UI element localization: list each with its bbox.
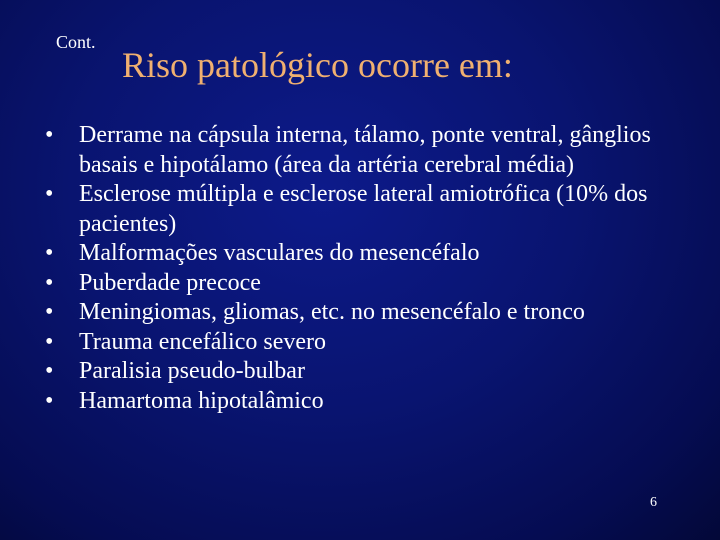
bullet-text: Paralisia pseudo-bulbar bbox=[79, 358, 305, 384]
bullet-item bbox=[44, 121, 684, 180]
bullet-text: Trauma encefálico severo bbox=[79, 328, 327, 355]
continuation-label: Cont. bbox=[56, 32, 96, 52]
bullet-text: Malformações vasculares do mesencéfalo bbox=[79, 240, 480, 266]
bullet-marker: • bbox=[45, 299, 54, 325]
bullet-item bbox=[44, 239, 684, 269]
slide-title: Riso patológico ocorre em: bbox=[122, 45, 513, 85]
bullet-item bbox=[44, 387, 684, 417]
bullet-marker: • bbox=[45, 181, 54, 207]
bullet-marker: • bbox=[45, 240, 54, 266]
bullet-text: Meningiomas, gliomas, etc. no mesencéfalo e tronco bbox=[79, 299, 585, 325]
bullet-list bbox=[44, 121, 684, 416]
bullet-marker: • bbox=[45, 269, 54, 296]
bullet-text: Esclerose múltipla e esclerose lateral amiotrófica (10% dos pacientes) bbox=[79, 181, 648, 237]
bullet-marker: • bbox=[45, 328, 54, 355]
bullet-item bbox=[44, 328, 684, 358]
bullet-marker: • bbox=[45, 387, 54, 414]
bullet-marker: • bbox=[45, 358, 54, 384]
bullet-text: Puberdade precoce bbox=[79, 269, 261, 296]
bullet-item bbox=[44, 269, 684, 299]
bullet-item bbox=[44, 180, 684, 239]
bullet-text: Derrame na cápsula interna, tálamo, ponte ventral, gânglios basais e hipotálamo (área da artéria cerebral média) bbox=[79, 122, 651, 178]
bullet-marker: • bbox=[45, 122, 54, 148]
page-number: 6 bbox=[650, 495, 657, 510]
bullet-item bbox=[44, 357, 684, 387]
bullet-item bbox=[44, 298, 684, 328]
bullet-text: Hamartoma hipotalâmico bbox=[79, 387, 324, 414]
